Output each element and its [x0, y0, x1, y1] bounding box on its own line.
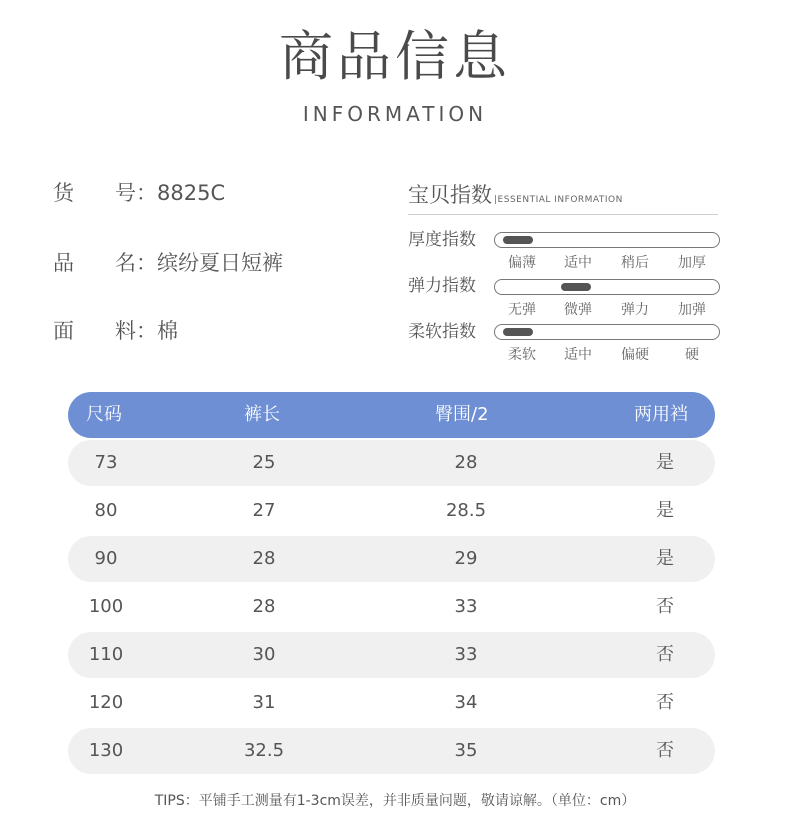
table-cell: 73: [94, 452, 118, 473]
page-subtitle: INFORMATION: [302, 102, 488, 126]
table-cell: 否: [656, 740, 674, 761]
table-cell: 25: [252, 452, 276, 473]
index-option: 稍后: [621, 255, 649, 271]
info-item-code: 货 号：8825C: [53, 178, 225, 208]
info-value: 缤纷夏日短裤: [157, 251, 283, 275]
slider-knob: [503, 328, 533, 336]
header-hip: 臀围/2: [435, 404, 489, 425]
info-item-name: 品 名：缤纷夏日短裤: [53, 248, 283, 278]
table-cell: 是: [656, 452, 674, 473]
table-cell: 是: [656, 500, 674, 521]
info-value: 棉: [157, 319, 178, 343]
info-label-a: 面: [53, 319, 74, 343]
index-option: 偏硬: [621, 347, 649, 363]
table-cell: 29: [454, 548, 478, 569]
table-cell: 否: [656, 692, 674, 713]
elasticity-slider: [494, 279, 720, 295]
index-option: 柔软: [508, 347, 536, 363]
header-crotch: 两用裆: [634, 404, 688, 425]
table-cell: 28: [252, 548, 276, 569]
info-label-b: 名: [115, 251, 136, 275]
index-option: 适中: [564, 255, 592, 271]
table-cell: 31: [252, 692, 276, 713]
slider-knob: [561, 283, 591, 291]
thickness-slider: [494, 232, 720, 248]
info-label-a: 品: [53, 251, 74, 275]
table-row: [68, 728, 715, 774]
table-cell: 35: [454, 740, 478, 761]
table-row: [68, 536, 715, 582]
table-cell: 80: [94, 500, 118, 521]
tips-note: TIPS：平铺手工测量有1-3cm误差，并非质量问题，敬请谅解。（单位：cm）: [154, 793, 636, 809]
slider-knob: [503, 236, 533, 244]
table-cell: 32.5: [243, 740, 285, 761]
index-option: 无弹: [508, 302, 536, 318]
table-cell: 否: [656, 644, 674, 665]
info-label-b: 料: [115, 319, 136, 343]
index-label-elasticity: 弹力指数: [408, 276, 476, 296]
header-size: 尺码: [86, 404, 122, 425]
table-cell: 28: [454, 452, 478, 473]
table-cell: 33: [454, 596, 478, 617]
table-cell: 是: [656, 548, 674, 569]
index-option: 偏薄: [508, 255, 536, 271]
index-option: 硬: [685, 347, 699, 363]
index-title-cn: 宝贝指数: [408, 183, 492, 207]
index-divider: [408, 214, 718, 215]
table-cell: 90: [94, 548, 118, 569]
table-cell: 100: [88, 596, 124, 617]
table-header: [68, 392, 715, 438]
table-row: [68, 440, 715, 486]
header-length: 裤长: [244, 404, 280, 425]
info-label-a: 货: [53, 181, 74, 205]
info-item-material: 面 料：棉: [53, 316, 178, 346]
index-option: 微弹: [564, 302, 592, 318]
info-value: 8825C: [157, 181, 226, 205]
page-title: 商品信息: [279, 25, 511, 88]
index-option: 适中: [564, 347, 592, 363]
index-option: 加弹: [678, 302, 706, 318]
index-title-en: |ESSENTIAL INFORMATION: [494, 195, 623, 205]
table-cell: 34: [454, 692, 478, 713]
index-option: 弹力: [621, 302, 649, 318]
index-option: 加厚: [678, 255, 706, 271]
table-row: [68, 488, 715, 534]
table-row: [68, 632, 715, 678]
table-cell: 27: [252, 500, 276, 521]
table-cell: 110: [88, 644, 124, 665]
index-label-softness: 柔软指数: [408, 322, 476, 342]
table-cell: 130: [88, 740, 124, 761]
info-label-b: 号: [115, 181, 136, 205]
table-row: [68, 680, 715, 726]
table-row: [68, 584, 715, 630]
table-cell: 30: [252, 644, 276, 665]
table-cell: 28: [252, 596, 276, 617]
table-cell: 120: [88, 692, 124, 713]
table-cell: 33: [454, 644, 478, 665]
table-cell: 28.5: [445, 500, 487, 521]
index-label-thickness: 厚度指数: [408, 230, 476, 250]
table-cell: 否: [656, 596, 674, 617]
softness-slider: [494, 324, 720, 340]
index-section-title: [408, 180, 623, 215]
